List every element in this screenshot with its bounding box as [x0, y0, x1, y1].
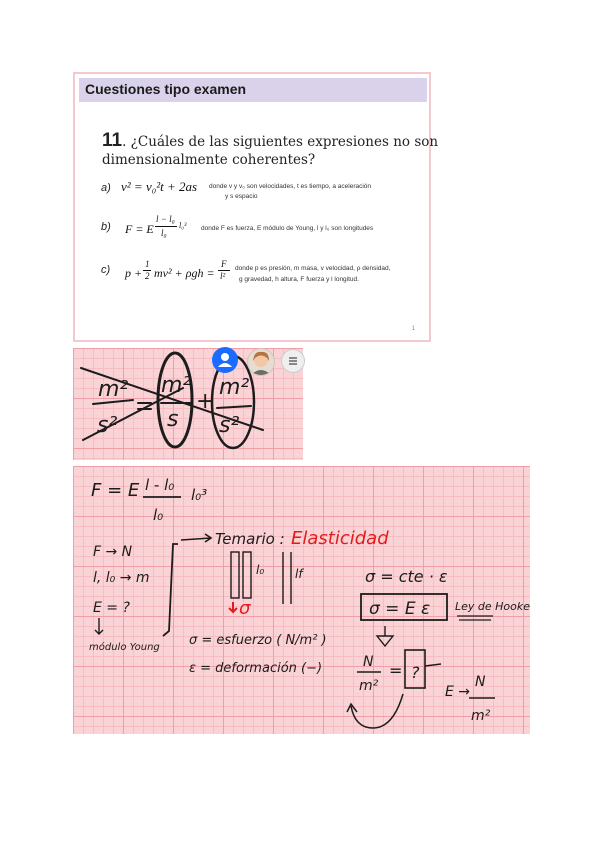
ink-layer-bottom — [73, 466, 530, 734]
option-b-formula-tail: l₀³ — [179, 221, 187, 230]
ink-var-F: F → N — [93, 544, 133, 560]
avatar-portrait-icon — [248, 349, 274, 375]
ink-bar-l0-label: l₀ — [256, 563, 265, 577]
user-button[interactable] — [212, 347, 238, 373]
ink-temario-topic: Elasticidad — [291, 528, 389, 549]
exam-slide — [73, 72, 439, 342]
ink-formula-top: F = E — [91, 480, 140, 501]
ink-middle-den: s — [167, 407, 179, 432]
ink-plus: + — [196, 389, 215, 414]
menu-icon — [282, 350, 304, 372]
ink-var-E-note: módulo Young — [89, 642, 160, 653]
ink-arrow-E — [95, 618, 103, 634]
ink-bar-l-label: lf — [295, 567, 303, 581]
ink-bracket — [163, 544, 178, 636]
ink-bar-l — [283, 552, 291, 604]
option-c-formula-head: p + — [125, 266, 143, 280]
ink-middle-num: m² — [161, 373, 192, 398]
ink-red-arrow — [229, 602, 237, 612]
option-b-formula-numerator: l − l₀ — [156, 214, 175, 224]
option-c-description-2: g gravedad, h altura, F fuerza y l longitud. — [239, 276, 359, 283]
ink-E-units-lhs: E → — [445, 684, 471, 700]
slide-title: Cuestiones tipo examen — [85, 81, 247, 97]
user-icon — [212, 347, 238, 373]
ink-hooke-eq: σ = E ε — [369, 599, 431, 619]
option-a-description-1: donde v y v₀ son velocidades, t es tiempo, a aceleración — [209, 183, 372, 190]
ink-hooke-label: Ley de Hooke — [455, 600, 531, 613]
menu-button[interactable] — [281, 349, 305, 373]
ink-hooke-underline — [457, 616, 493, 620]
ink-var-l: l, l₀ → m — [93, 570, 150, 586]
option-b-fraction-bar — [155, 226, 177, 227]
ink-curved-arrow — [347, 694, 403, 728]
option-b-formula-lhs: F = E — [125, 222, 154, 236]
ink-left-num: m² — [98, 377, 129, 402]
whiteboard-panel-bottom — [73, 466, 530, 734]
ink-formula-tail: l₀³ — [191, 486, 208, 504]
option-b-formula-denominator: l₀ — [161, 228, 167, 238]
ink-temario-label: Temario : — [215, 530, 285, 548]
ink-right-den: s² — [219, 413, 240, 438]
ink-E-units-num: N — [475, 674, 486, 690]
ink-down-triangle — [377, 626, 393, 646]
ink-right-num: m² — [219, 375, 250, 400]
option-c-frac1-denominator: 2 — [145, 271, 150, 281]
slide-header — [79, 78, 427, 102]
ink-formula-numerator: l - l₀ — [145, 476, 175, 494]
option-a-formula: v² = v₀²t + 2as — [121, 179, 198, 194]
option-c-formula-mid: mv² + ρgh = — [154, 266, 215, 280]
option-c-frac2-denominator: l² — [220, 271, 226, 281]
participant-avatar[interactable] — [247, 348, 275, 376]
ink-box-q: ? — [411, 663, 420, 682]
ink-bar-l0-left — [231, 552, 239, 598]
option-c-frac1-numerator: 1 — [145, 259, 150, 269]
ink-arrow-temario — [181, 534, 211, 542]
option-a-description-2: y s espacio — [225, 193, 258, 200]
ink-sigma-def: σ = esfuerzo ( N/m² ) — [189, 633, 327, 648]
option-a-label: a) — [101, 182, 111, 194]
question-number: 11 — [102, 130, 123, 151]
option-c-frac2-numerator: F — [221, 259, 227, 269]
ink-q-dash — [425, 664, 441, 666]
ink-sigma-cte: σ = cte · ε — [365, 567, 448, 586]
ink-formula-denominator: l₀ — [153, 506, 164, 524]
ink-bar-l0-right — [243, 552, 251, 598]
question-text-line2: dimensionalmente coherentes? — [102, 152, 316, 168]
ink-eps-def: ε = deformación (−) — [189, 661, 323, 676]
option-b-label: b) — [101, 221, 111, 233]
ink-units-eq: = — [389, 661, 403, 680]
ink-var-E: E = ? — [93, 600, 130, 616]
question-text: . ¿Cuáles de las siguientes expresiones no son — [122, 134, 439, 150]
option-c-description-1: donde p es presión, m masa, v velocidad, ρ densidad, — [235, 265, 391, 272]
question-text-line1 — [102, 130, 438, 152]
option-c-label: c) — [101, 264, 111, 276]
option-b-description: donde F es fuerza, E módulo de Young, l y l₀ son longitudes — [201, 225, 374, 232]
ink-units-num: N — [363, 654, 374, 670]
ink-bar-right — [217, 406, 251, 408]
slide-page-number: 1 — [411, 326, 415, 332]
ink-units-den: m² — [359, 678, 379, 694]
ink-sigma-red: σ — [239, 598, 251, 619]
ink-left-den: s² — [97, 413, 118, 438]
ink-E-units-den: m² — [471, 708, 491, 724]
